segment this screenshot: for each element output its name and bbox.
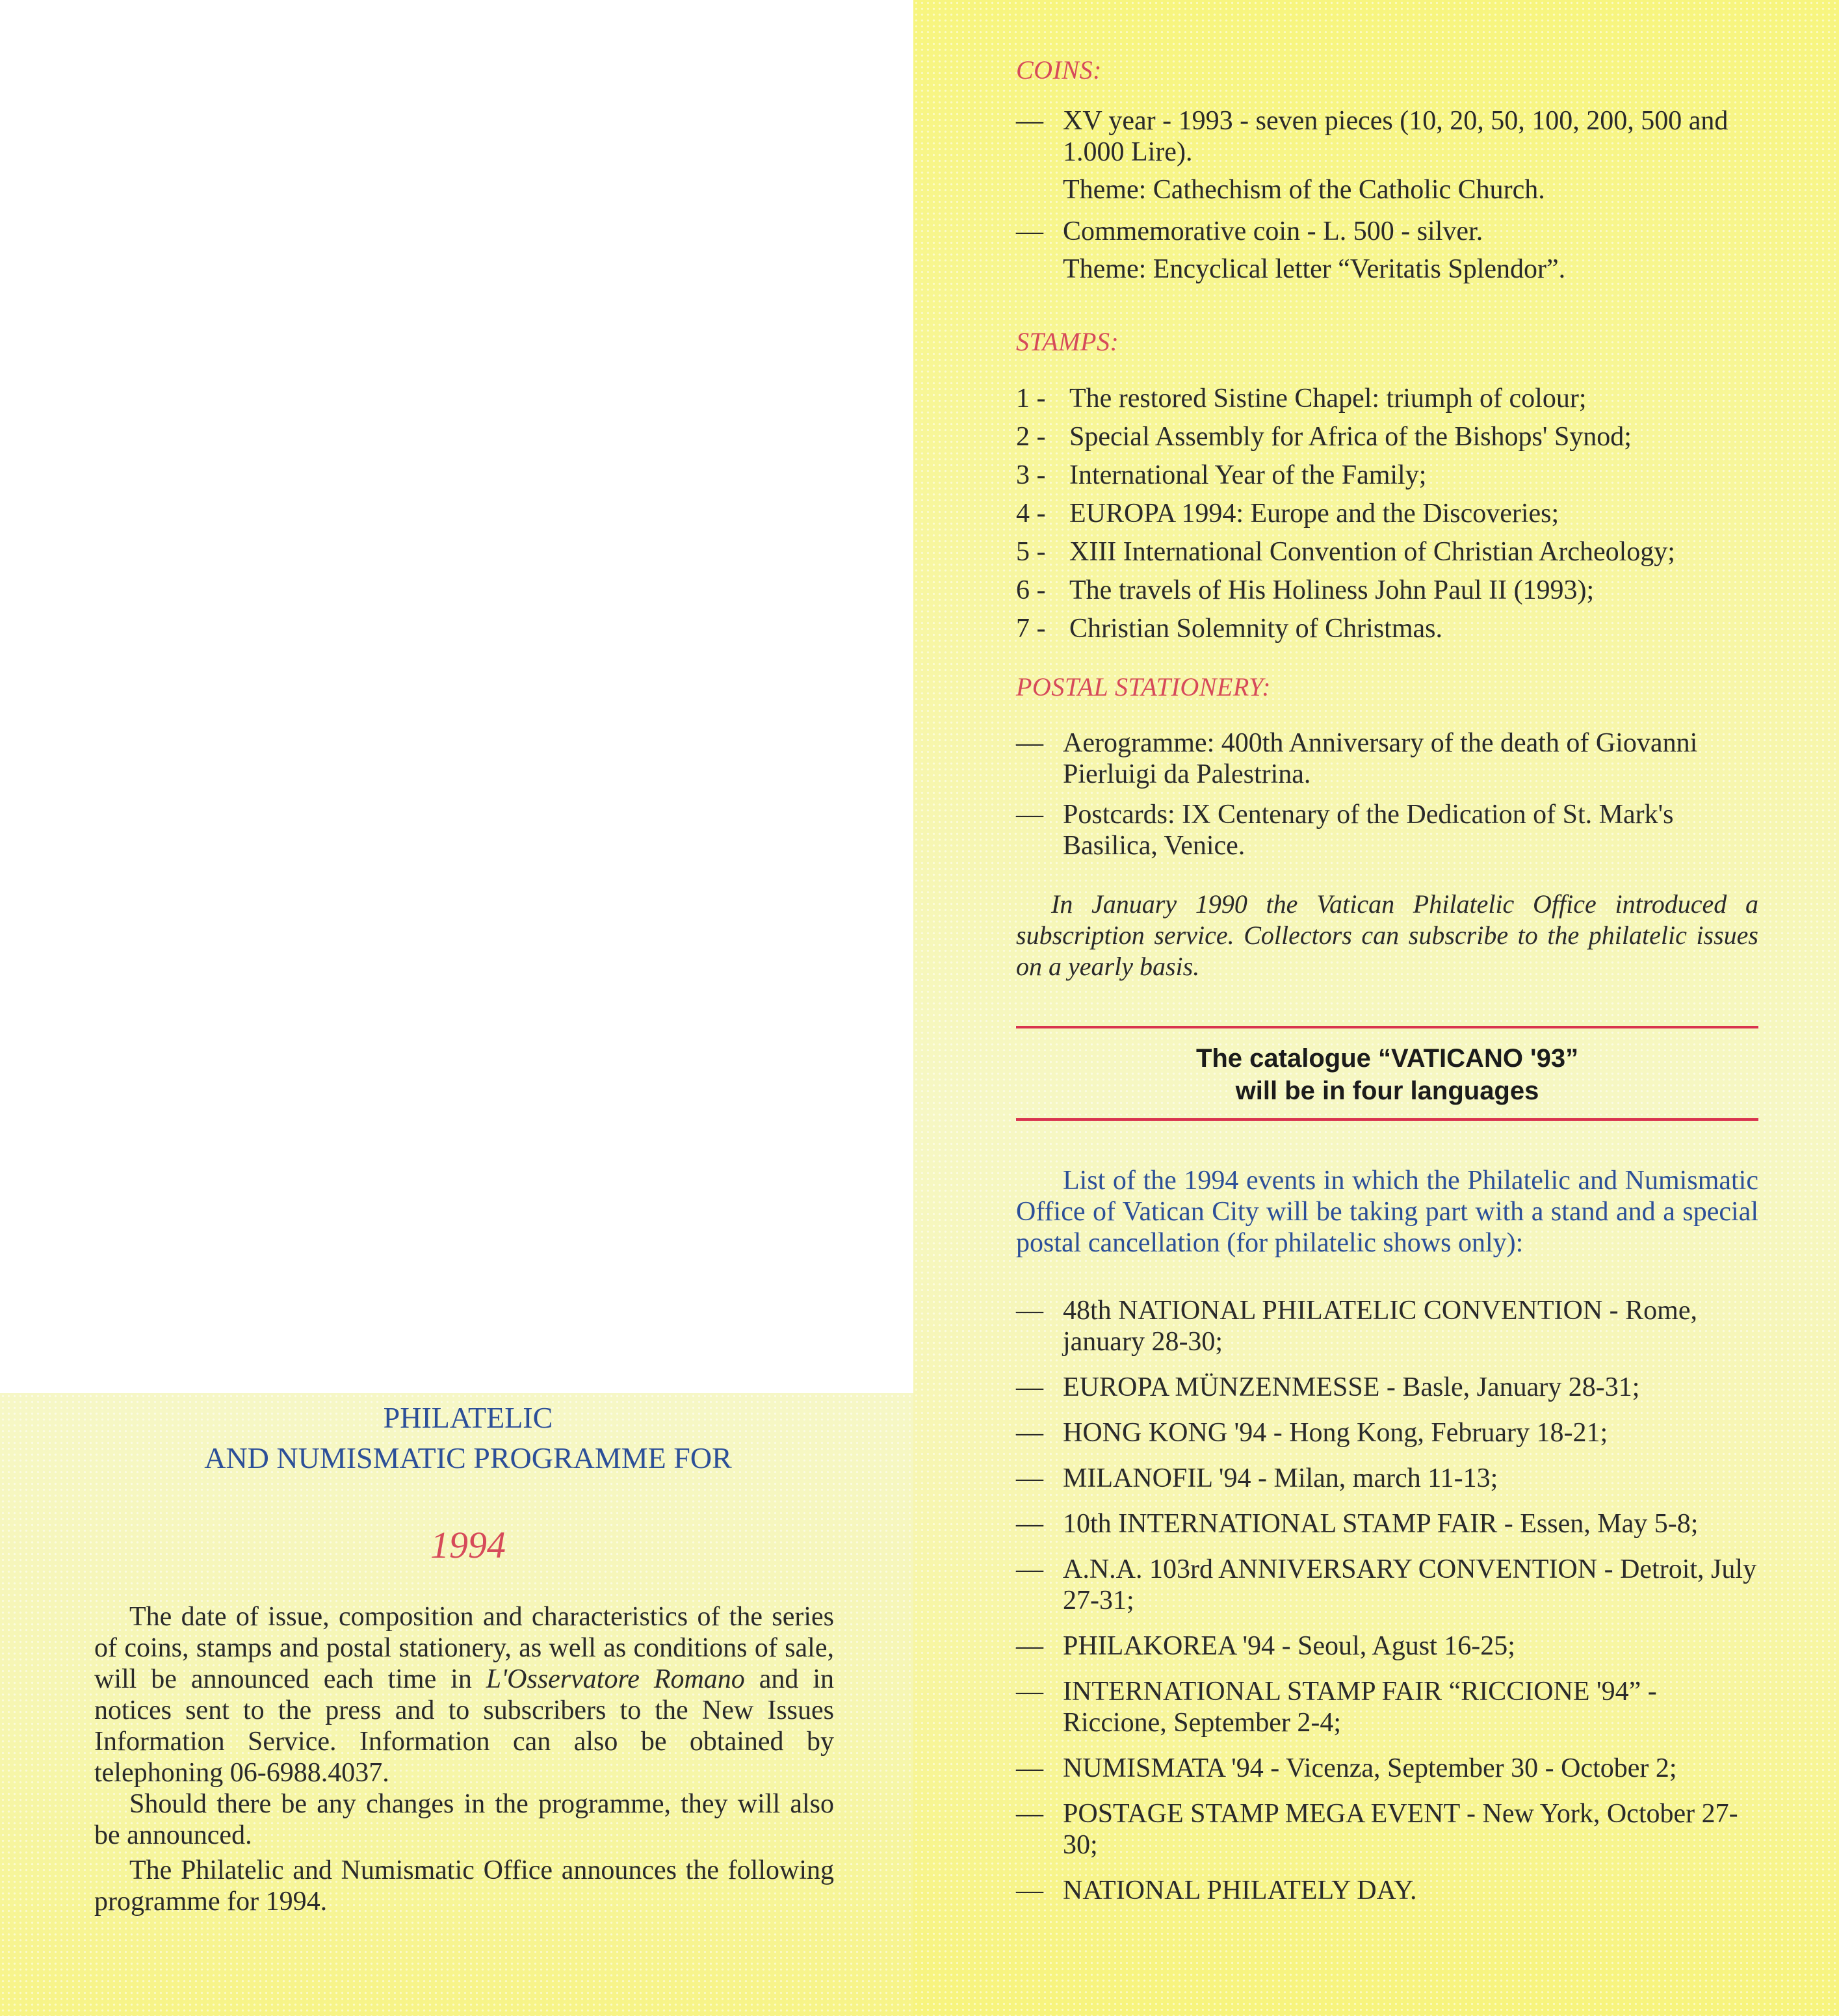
dash-bullet: — <box>1016 216 1043 246</box>
postal-item: — Postcards: IX Centenary of the Dedication of St. Mark's Basilica, Venice. <box>1016 800 1674 861</box>
stamps-heading: STAMPS: <box>1016 327 1119 356</box>
events-intro: List of the 1994 events in which the Philatelic and Numismatic Office of Vatican City will be taking part with a stand and a special postal cancellation (for philatelic shows only): <box>1016 1166 1758 1258</box>
catalogue-line-1: The catalogue “VATICANO '93” <box>1195 1044 1579 1073</box>
event-item: — EUROPA MÜNZENMESSE - Basle, January 28-31; <box>1016 1372 1640 1402</box>
intro-paragraph-3: The Philatelic and Numismatic Office announces the following programme for 1994. <box>94 1855 834 1917</box>
blank-panel <box>0 0 913 1393</box>
event-item: — NATIONAL PHILATELY DAY. <box>1016 1876 1417 1905</box>
coins-theme: Theme: Cathechism of the Catholic Church. <box>1063 175 1545 205</box>
page-title <box>78 1398 858 1478</box>
stamps-section <box>1016 326 1758 648</box>
dash-bullet: — <box>1016 1372 1043 1402</box>
stamp-item: 5 - XIII International Convention of Christian Archeology; <box>1016 537 1675 567</box>
dash-bullet: — <box>1016 1753 1043 1783</box>
stamp-item: 3 - International Year of the Family; <box>1016 460 1427 490</box>
catalogue-line-2: will be in four languages <box>1235 1077 1539 1105</box>
dash-bullet: — <box>1016 728 1043 758</box>
stamp-item: 1 - The restored Sistine Chapel: triumph of colour; <box>1016 384 1587 413</box>
divider-rule-bottom <box>1016 1118 1758 1121</box>
programme-panel <box>913 0 1839 2016</box>
intro-paragraph-1: The date of issue, composition and characteristics of the series of coins, stamps and postal stationery, as well as conditions of sale, will be announced each time in L'Osservatore Romano and in notices sent to the press and to subscribers to the New Issues Information Service. Information can also be obtained by telephoning 06-6988.4037. <box>94 1602 835 1788</box>
stamp-item: 4 - EUROPA 1994: Europe and the Discoveries; <box>1016 499 1559 529</box>
coins-item: — Commemorative coin - L. 500 - silver. <box>1016 216 1483 246</box>
stamp-item: 6 - The travels of His Holiness John Paul II (1993); <box>1016 575 1595 605</box>
dash-bullet: — <box>1016 1418 1043 1448</box>
coins-heading: COINS: <box>1016 55 1102 85</box>
event-item: — POSTAGE STAMP MEGA EVENT - New York, October 27-30; <box>1016 1799 1738 1860</box>
coins-item: — XV year - 1993 - seven pieces (10, 20, 50, 100, 200, 500 and 1.000 Lire). <box>1016 106 1728 167</box>
dash-bullet: — <box>1016 1509 1043 1539</box>
event-item: — A.N.A. 103rd ANNIVERSARY CONVENTION - Detroit, July 27-31; <box>1016 1554 1757 1616</box>
title-line-2: AND NUMISMATIC PROGRAMME FOR <box>204 1441 732 1474</box>
postal-heading: POSTAL STATIONERY: <box>1016 672 1272 701</box>
event-item: — INTERNATIONAL STAMP FAIR “RICCIONE '94” - Riccione, September 2-4; <box>1016 1677 1657 1738</box>
title-line-1: PHILATELIC <box>383 1401 553 1434</box>
event-item: — HONG KONG '94 - Hong Kong, February 18-21; <box>1016 1418 1608 1448</box>
programme-year: 1994 <box>430 1524 506 1566</box>
dash-bullet: — <box>1016 106 1043 136</box>
postal-item: — Aerogramme: 400th Anniversary of the death of Giovanni Pierluigi da Palestrina. <box>1016 728 1698 789</box>
dash-bullet: — <box>1016 1876 1043 1905</box>
catalogue-notice <box>1016 1042 1758 1107</box>
stamp-item: 7 - Christian Solemnity of Christmas. <box>1016 614 1442 644</box>
dash-bullet: — <box>1016 1554 1043 1584</box>
subscription-note: In January 1990 the Vatican Philatelic Office introduced a subscription service. Collectors can subscribe to the philatelic issues on a yearly basis. <box>1016 889 1758 981</box>
dash-bullet: — <box>1016 1799 1043 1829</box>
event-item: — MILANOFIL '94 - Milan, march 11-13; <box>1016 1463 1498 1493</box>
intro-panel <box>0 1393 913 2016</box>
intro-paragraph-2: Should there be any changes in the programme, they will also be announced. <box>94 1789 834 1850</box>
newspaper-name: L'Osservatore Romano <box>486 1664 745 1694</box>
event-item: — 48th NATIONAL PHILATELIC CONVENTION - Rome, january 28-30; <box>1016 1296 1697 1357</box>
dash-bullet: — <box>1016 1631 1043 1661</box>
dash-bullet: — <box>1016 800 1043 830</box>
dash-bullet: — <box>1016 1677 1043 1707</box>
events-list <box>1016 1295 1758 1906</box>
dash-bullet: — <box>1016 1296 1043 1326</box>
divider-rule-top <box>1016 1026 1758 1028</box>
event-item: — PHILAKOREA '94 - Seoul, Agust 16-25; <box>1016 1631 1515 1661</box>
coins-theme: Theme: Encyclical letter “Veritatis Splendor”. <box>1063 254 1566 284</box>
coins-section <box>1016 55 1758 285</box>
event-item: — 10th INTERNATIONAL STAMP FAIR - Essen, May 5-8; <box>1016 1509 1699 1539</box>
postal-section <box>1016 672 1758 861</box>
intro-text <box>94 1601 834 1917</box>
event-item: — NUMISMATA '94 - Vicenza, September 30 - October 2; <box>1016 1753 1677 1783</box>
stamp-item: 2 - Special Assembly for Africa of the Bishops' Synod; <box>1016 422 1632 452</box>
dash-bullet: — <box>1016 1463 1043 1493</box>
